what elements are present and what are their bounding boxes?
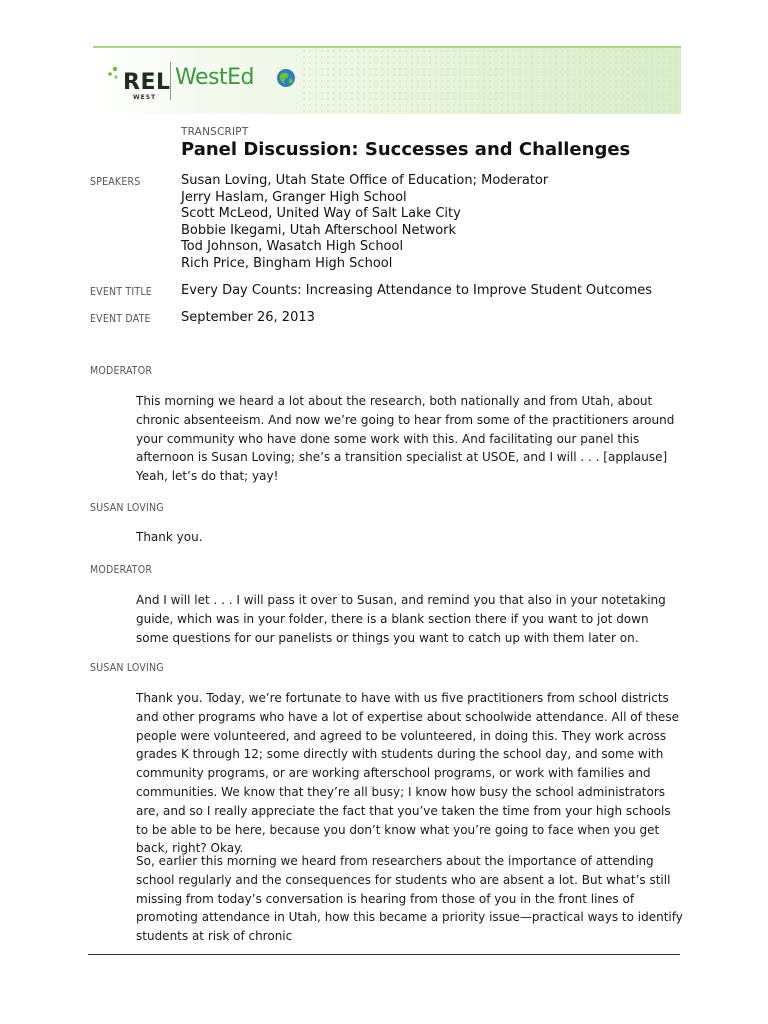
speaker-entry: Jerry Haslam, Granger High School (181, 189, 407, 205)
rel-logo-subtext: WEST (133, 94, 157, 101)
speaker-label: MODERATOR (90, 564, 153, 576)
event-title: Every Day Counts: Increasing Attendance to Improve Student Outcomes (181, 283, 653, 298)
speaker-label: SUSAN LOVING (90, 662, 164, 674)
speaker-entry: Scott McLeod, United Way of Salt Lake City (181, 206, 461, 221)
document-type: TRANSCRIPT (181, 126, 249, 138)
speaker-entry: Rich Price, Bingham High School (181, 255, 393, 271)
speaker-entry: Bobbie Ikegami, Utah Afterschool Network (181, 222, 457, 238)
document-title: Panel Discussion: Successes and Challenges (181, 139, 631, 160)
transcript-paragraph: So, earlier this morning we heard from researchers about the importance of attending school regularly and the consequences for students who are absent a lot. But what’s still missing from today’s conversation is hearing from those of you in the front lines of promoting attendance in Utah, how this became a priority issue—practical ways to identify students at risk of chronic (136, 854, 683, 944)
transcript-paragraph: This morning we heard a lot about the research, both nationally and from Utah, about chronic absenteeism. And now we’re going to hear from some of the practitioners around your community who have done some work with this. And facilitating our panel this afternoon is Susan Loving; she’s a transition specialist at USOE, and I will . . . [applause] Yeah, let’s do that; yay! (136, 394, 675, 484)
transcript-paragraph: And I will let . . . I will pass it over to Susan, and remind you that also in your notetaking guide, which was in your folder, there is a blank section there if you want to jot down some questions for our panelists or things you want to catch up with them later on. (136, 593, 666, 645)
speaker-entry: Tod Johnson, Wasatch High School (181, 239, 404, 254)
speakers-list (181, 173, 548, 272)
footer-rule (88, 954, 680, 955)
rel-west-logo (105, 62, 171, 102)
speaker-label: SUSAN LOVING (90, 502, 164, 514)
globe-icon (276, 68, 296, 88)
speakers-label: SPEAKERS (90, 176, 141, 188)
event-title-label: EVENT TITLE (90, 286, 152, 298)
transcript-paragraph: Thank you. (136, 530, 203, 544)
wested-logo: WestEd (175, 65, 254, 90)
banner-dot-pattern (301, 48, 681, 114)
header-banner (93, 46, 681, 114)
transcript-paragraph: Thank you. Today, we’re fortunate to have with us five practitioners from school districts and other programs who have a lot of expertise about schoolwide attendance. All of these people were volunteered, and agreed to be volunteered, in doing this. They work across grades K through 12; some directly with students during the school day, and some with community programs, or are working afterschool programs, or work with families and communities. We know that they’re all busy; I know how busy the school administrators are, and so I really appreciate the fact that you’ve taken the time from your high schools to be able to be here, because you don’t know what you’re going to face when you get back, right? Okay. (136, 691, 679, 856)
event-date-label: EVENT DATE (90, 313, 151, 325)
rel-dots-icon (105, 66, 121, 90)
logo-separator (170, 62, 171, 100)
speaker-label: MODERATOR (90, 365, 153, 377)
rel-logo-text: REL (123, 70, 171, 95)
speaker-entry: Susan Loving, Utah State Office of Education; Moderator (181, 173, 549, 188)
event-date: September 26, 2013 (181, 310, 315, 325)
